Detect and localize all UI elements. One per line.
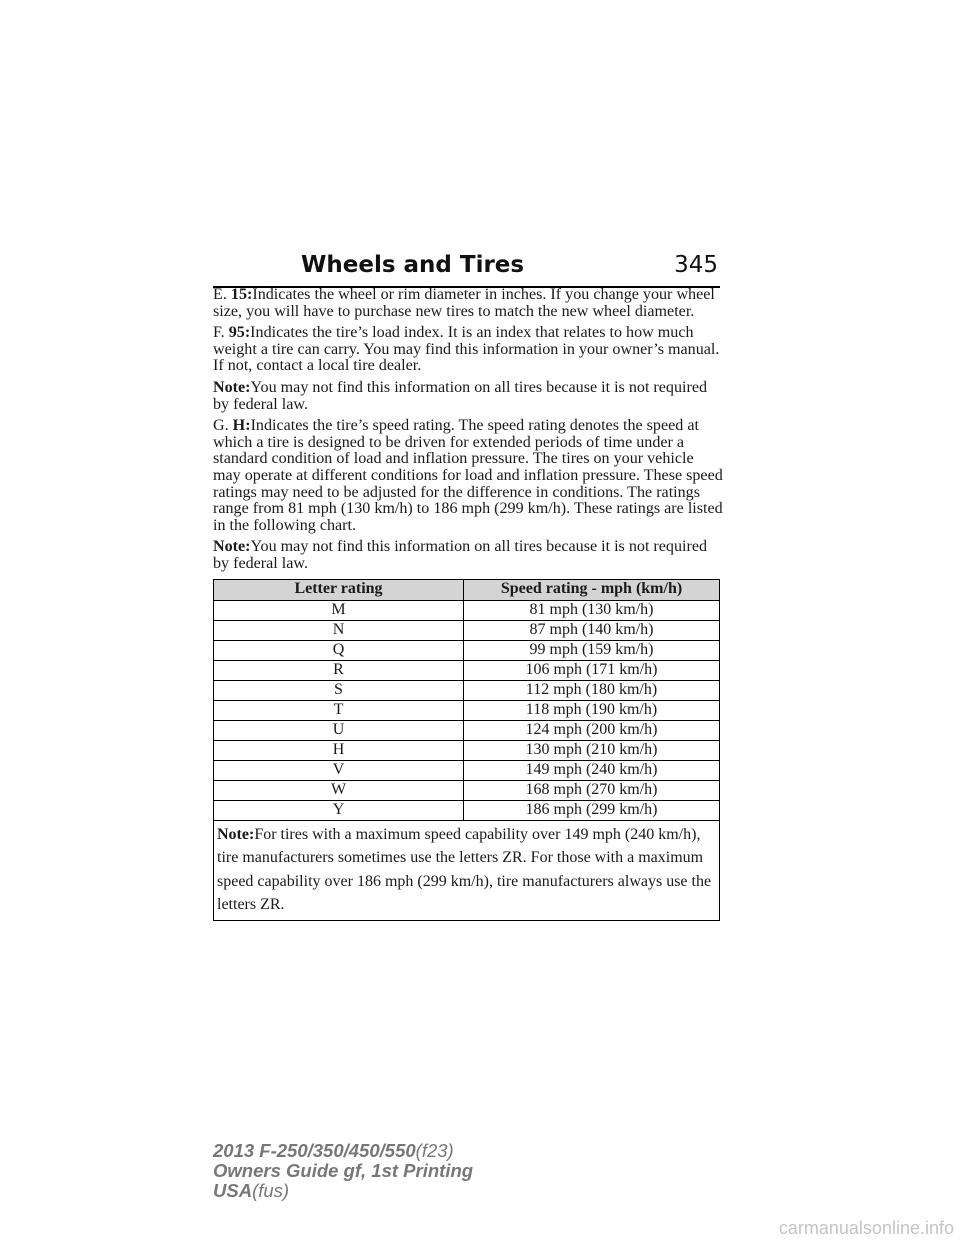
page-number: 345 [674,252,718,278]
letter-cell: Y [214,800,464,820]
table-row [214,640,720,660]
print-footer [213,1141,473,1201]
table-row [214,760,720,780]
item-text: Indicates the tire’s speed rating. The speed rating denotes the speed at which a tire is designed to be driven for extended periods of time under a standard condition of load and inflation pressure. The tires on your vehicle may operate at different conditions for load and inflation pressure. These speed ratings may need to be adjusted for the difference in conditions. The ratings range from 81 mph (130 km/h) to 186 mph (299 km/h). These ratings are listed in the following chart. [213,417,723,534]
speed-cell: 130 mph (210 km/h) [464,740,720,760]
letter-cell: W [214,780,464,800]
paragraph-f [213,325,723,375]
page-content [213,287,723,921]
speed-cell: 168 mph (270 km/h) [464,780,720,800]
note-text: You may not find this information on all tires because it is not required by federal law. [213,538,708,572]
footer-region-code: (fus) [252,1180,290,1201]
speed-rating-table [213,579,720,921]
speed-cell: 87 mph (140 km/h) [464,620,720,640]
item-term: 95: [228,324,251,342]
letter-cell: R [214,660,464,680]
footer-region: USA [213,1180,253,1201]
paragraph-e [213,287,723,320]
speed-cell: 106 mph (171 km/h) [464,660,720,680]
item-term: H: [232,417,251,435]
speed-cell: 149 mph (240 km/h) [464,760,720,780]
note-paragraph [213,539,723,572]
item-term: 15: [230,286,253,303]
letter-cell: V [214,760,464,780]
letter-cell: Q [214,640,464,660]
letter-cell: H [214,740,464,760]
item-text: Indicates the tire’s load index. It is an index that relates to how much weight a tire can carry. You may find this information in your owner’s manual. If not, contact a local tire dealer. [213,324,720,375]
item-letter: E. [213,286,231,303]
letter-cell: T [214,700,464,720]
note-text: For tires with a maximum speed capability over 149 mph (240 km/h), tire manufacturers sometimes use the letters ZR. For those with a maximum speed capability over 186 mph (299 km/h), tire manufacturers always use the letters ZR. [217,825,712,913]
table-note [214,820,720,920]
note-label: Note: [217,825,255,843]
note-label: Note: [213,378,251,396]
table-row [214,720,720,740]
note-label: Note: [213,538,251,556]
letter-cell: M [214,600,464,620]
letter-cell: S [214,680,464,700]
table-row [214,660,720,680]
table-header-row [214,579,720,600]
watermark: carmanualsonline.info [778,1218,954,1238]
table-row [214,800,720,820]
note-paragraph [213,380,723,413]
table-row [214,780,720,800]
footer-guide: Owners Guide gf, 1st Printing [213,1160,474,1181]
footer-line-model [213,1141,473,1161]
item-text: Indicates the wheel or rim diameter in inches. If you change your wheel size, you will have to purchase new tires to match the new wheel diameter. [213,286,715,320]
letter-cell: N [214,620,464,640]
table-note-row [214,820,720,920]
speed-cell: 186 mph (299 km/h) [464,800,720,820]
table-row [214,740,720,760]
section-title: Wheels and Tires [301,252,525,278]
letter-cell: U [214,720,464,740]
page-header [213,252,720,288]
table-row [214,700,720,720]
speed-cell: 99 mph (159 km/h) [464,640,720,660]
footer-line-region [213,1181,473,1201]
item-letter: G. [213,417,233,435]
speed-cell: 81 mph (130 km/h) [464,600,720,620]
note-text: You may not find this information on all tires because it is not required by federal law. [213,378,708,413]
paragraph-g [213,418,723,534]
table-row [214,600,720,620]
column-header: Letter rating [214,579,464,600]
speed-cell: 124 mph (200 km/h) [464,720,720,740]
column-header: Speed rating - mph (km/h) [464,579,720,600]
footer-line-guide [213,1161,473,1181]
speed-cell: 112 mph (180 km/h) [464,680,720,700]
table-row [214,680,720,700]
table-row [214,620,720,640]
footer-model: 2013 F-250/350/450/550 [213,1140,416,1161]
item-letter: F. [213,324,229,342]
speed-cell: 118 mph (190 km/h) [464,700,720,720]
footer-model-code: (f23) [415,1140,454,1161]
